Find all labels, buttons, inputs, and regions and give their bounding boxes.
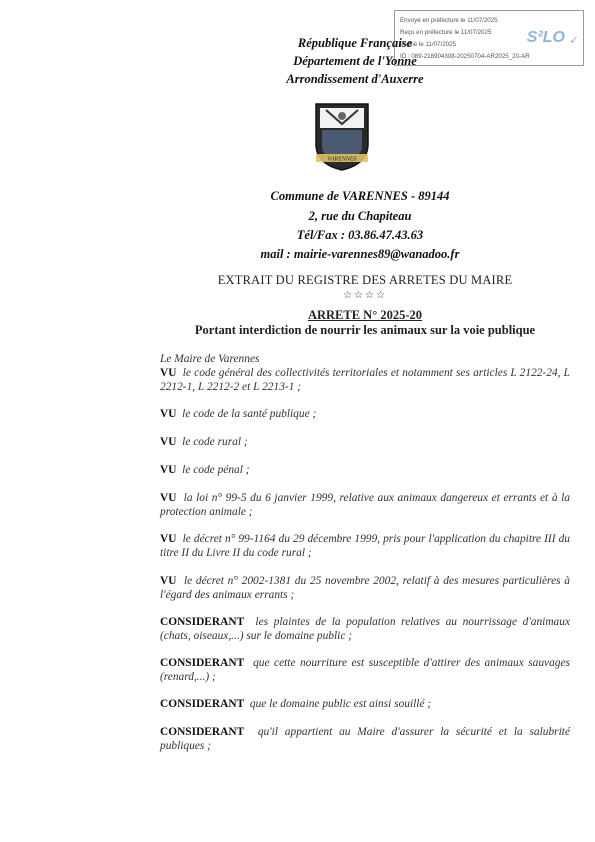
considerant-text: qu'il appartient au Maire d'assurer la sécurité et la salubrité publiques ; (160, 726, 570, 752)
department-heading: Département de l'Yonne (293, 54, 417, 68)
coat-of-arms-icon (312, 100, 372, 172)
vu-text: le code général des collectivités territoriales et notamment ses articles L 2122-24, L 2212-1, L 2212-2 et L 2213-1 ; (160, 367, 570, 393)
vu-keyword: VU (160, 575, 177, 587)
stamp-published-date: Publié le 11/07/2025 (400, 41, 456, 48)
vu-text: la loi n° 99-5 du 6 janvier 1999, relative aux animaux dangereux et errants et à la protection animale ; (160, 492, 570, 518)
vu-text: le code de la santé publique ; (182, 408, 317, 420)
commune-name: Commune de VARENNES - 89144 (270, 189, 450, 203)
commune-email: mail : mairie-varennes89@wanadoo.fr (260, 247, 460, 261)
considerant-keyword: CONSIDERANT (160, 657, 245, 669)
mayor-intro: Le Maire de Varennes (160, 353, 260, 365)
arrondissement-heading: Arrondissement d'Auxerre (286, 72, 424, 86)
vu-paragraph-7 (160, 574, 570, 602)
vu-text: le code rural ; (182, 436, 248, 448)
arrete-number: ARRETE N° 2025-20 (307, 308, 423, 322)
commune-phone: Tél/Fax : 03.86.47.43.63 (296, 228, 424, 242)
stamp-id: ID : 089-218904308-20250704-AR2025_20-AR (400, 53, 530, 60)
considerant-text: que le domaine public est ainsi souillé ; (249, 698, 432, 710)
commune-address: 2, rue du Chapiteau (308, 209, 412, 223)
considerant-keyword: CONSIDERANT (160, 616, 245, 628)
vu-keyword: VU (160, 533, 177, 545)
vu-keyword: VU (160, 464, 177, 476)
vu-paragraph-6 (160, 532, 570, 560)
vu-paragraph-4 (160, 463, 570, 477)
vu-text: le décret n° 99-1164 du 29 décembre 1999, pris pour l'application du chapitre III du titre II du Livre II du code rural ; (160, 533, 570, 559)
vu-keyword: VU (160, 436, 177, 448)
republic-heading: République Française (297, 36, 413, 50)
considerant-paragraph-1 (160, 615, 570, 643)
considerant-paragraph-4 (160, 725, 570, 753)
vu-paragraph-1 (160, 366, 570, 394)
considerant-text: les plaintes de la population relatives au nourrissage d'animaux (chats, oiseaux,...) sur le domaine public ; (160, 616, 570, 642)
registry-extract-heading: EXTRAIT DU REGISTRE DES ARRETES DU MAIRE (217, 273, 513, 287)
stamp-received-date: Reçu en préfecture le 11/07/2025 (400, 29, 492, 36)
vu-keyword: VU (160, 367, 177, 379)
vu-paragraph-2 (160, 407, 570, 421)
crest-banner-label: VARENNES (327, 156, 357, 163)
vu-text: le décret n° 2002-1381 du 25 novembre 2002, relatif à des mesures particulières à l'égard des animaux errants ; (160, 575, 570, 601)
vu-keyword: VU (160, 492, 177, 504)
vu-paragraph-3 (160, 435, 570, 449)
considerant-paragraph-3 (160, 697, 570, 711)
considerant-keyword: CONSIDERANT (160, 698, 245, 710)
vu-paragraph-5 (160, 491, 570, 519)
vu-text: le code pénal ; (182, 464, 250, 476)
vu-keyword: VU (160, 408, 177, 420)
arrete-title: Portant interdiction de nourrir les animaux sur la voie publique (194, 323, 536, 337)
stamp-sent-date: Envoyé en préfecture le 11/07/2025 (400, 17, 498, 24)
check-icon: ✓ (568, 33, 579, 47)
s2lo-logo: S²LO (526, 29, 565, 46)
considerant-keyword: CONSIDERANT (160, 726, 245, 738)
considerant-text: que cette nourriture est susceptible d'attirer des animaux sauvages (renard,...) ; (160, 657, 570, 683)
decorative-stars: ☆☆☆☆ (343, 290, 387, 301)
considerant-paragraph-2 (160, 656, 570, 684)
